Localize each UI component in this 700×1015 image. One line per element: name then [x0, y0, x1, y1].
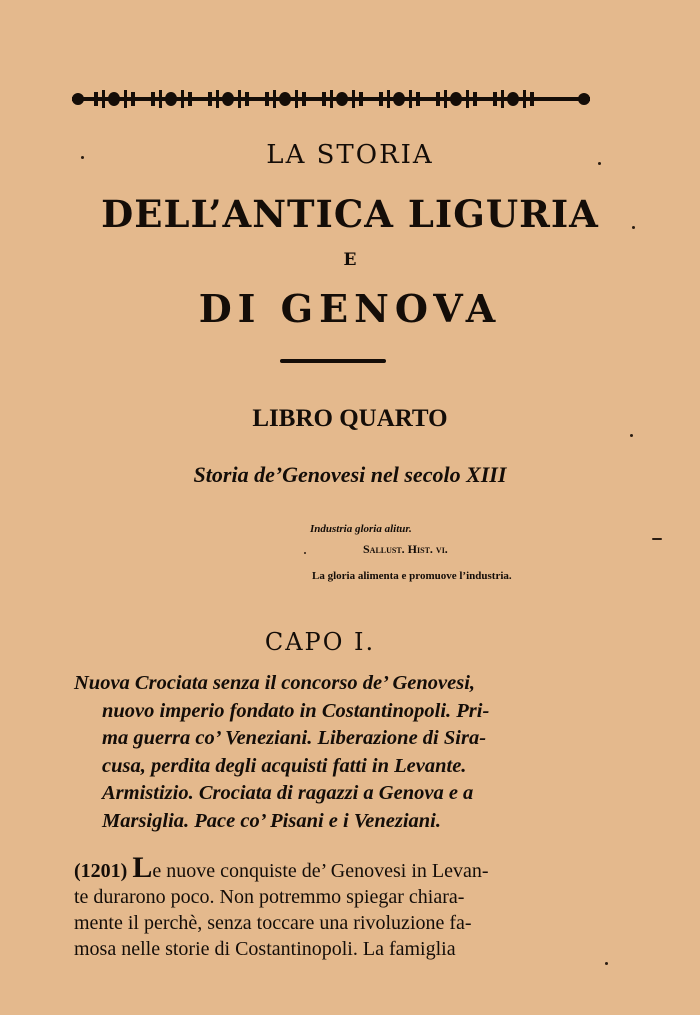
divider-rule — [280, 359, 386, 363]
title-line-1: LA STORIA — [266, 140, 434, 170]
book-subtitle: Storia de’Genovesi nel secolo XIII — [193, 462, 507, 487]
paper-speck — [632, 226, 635, 229]
paper-speck — [652, 538, 662, 540]
epigraph-translation: La gloria alimenta e promuove l’industria. — [312, 570, 512, 582]
body-paragraph — [74, 851, 592, 962]
summary-line: Nuova Crociata senza il concorso de’ Genovesi, — [74, 672, 476, 694]
body-first-line-text: e nuove conquiste de’ Genovesi in Levan- — [152, 860, 489, 882]
summary-line: cusa, perdita degli acquisti fatti in Levante. — [102, 754, 467, 777]
summary-line: Armistizio. Crociata di ragazzi a Genova e a — [102, 782, 474, 804]
summary-line: nuovo imperio fondato in Costantinopoli. Pri- — [102, 699, 490, 722]
year-marker: (1201) — [74, 860, 128, 882]
title-line-4: DI GENOVA — [198, 286, 502, 331]
chapter-summary — [74, 670, 594, 835]
body-line: mente il perchè, senza toccare una rivoluzione fa- — [74, 912, 472, 934]
paper-speck — [605, 962, 608, 965]
book-heading: LIBRO QUARTO — [252, 405, 448, 432]
summary-line: ma guerra co’ Veneziani. Liberazione di Sira- — [102, 727, 487, 749]
body-line: mosa nelle storie di Costantinopoli. La famiglia — [74, 938, 456, 960]
chapter-heading: CAPO I. — [264, 628, 376, 656]
paper-speck — [598, 162, 601, 165]
decorative-ornament-band — [72, 88, 590, 110]
paper-speck — [630, 434, 633, 437]
body-first-line — [74, 851, 592, 884]
epigraph-citation: Sallust. Hist. vi. — [363, 542, 448, 556]
title-line-3: E — [343, 250, 357, 270]
paper-speck — [81, 156, 84, 159]
body-line: te durarono poco. Non potremmo spiegar chiara- — [74, 886, 465, 908]
title-line-2: DELL’ANTICA LIGURIA — [101, 192, 599, 236]
drop-letter: L — [132, 851, 153, 884]
summary-line: Marsiglia. Pace co’ Pisani e i Veneziani. — [102, 809, 442, 832]
epigraph-latin: Industria gloria alitur. — [310, 523, 412, 535]
paper-speck — [304, 552, 306, 554]
